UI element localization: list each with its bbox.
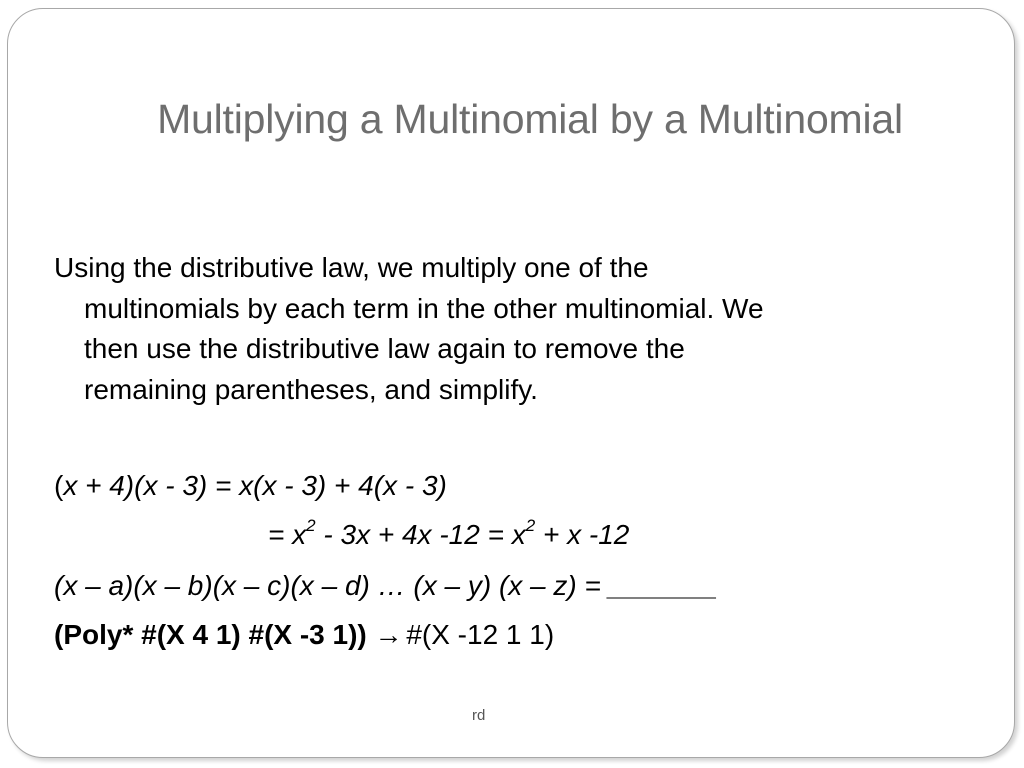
code-example: [54, 619, 554, 651]
equation-expression: x + 4)(x - 3) = x(x - 3) + 4(x - 3): [63, 470, 447, 501]
exponent: 2: [525, 516, 536, 535]
equation-part: + x -12: [535, 519, 630, 550]
arrow-right-icon: →: [374, 619, 403, 650]
code-call: (Poly* #(X 4 1) #(X -3 1)): [54, 619, 367, 650]
paragraph-line: then use the distributive law again to remove the: [84, 333, 685, 364]
code-result: #(X -12 1 1): [398, 619, 555, 650]
paragraph-line: Using the distributive law, we multiply one of the: [54, 252, 649, 283]
equation-simplification: [268, 516, 630, 551]
equation-part: = x: [268, 519, 307, 550]
exponent: 2: [306, 516, 316, 535]
equation-part: - 3x + 4x -12 = x: [315, 519, 526, 550]
equation-general-product: (x – a)(x – b)(x – c)(x – d) … (x – y) (x – z) = _______: [54, 570, 718, 601]
equation-open-paren: (: [54, 470, 64, 501]
slide-title: Multiplying a Multinomial by a Multinomial: [157, 96, 903, 142]
slide-footer: rd: [472, 707, 486, 724]
paragraph-line: remaining parentheses, and simplify.: [84, 373, 538, 405]
paragraph-line: multinomials by each term in the other multinomial. We: [84, 292, 764, 324]
equation-expansion: [54, 470, 447, 502]
body-paragraph: [54, 248, 934, 410]
